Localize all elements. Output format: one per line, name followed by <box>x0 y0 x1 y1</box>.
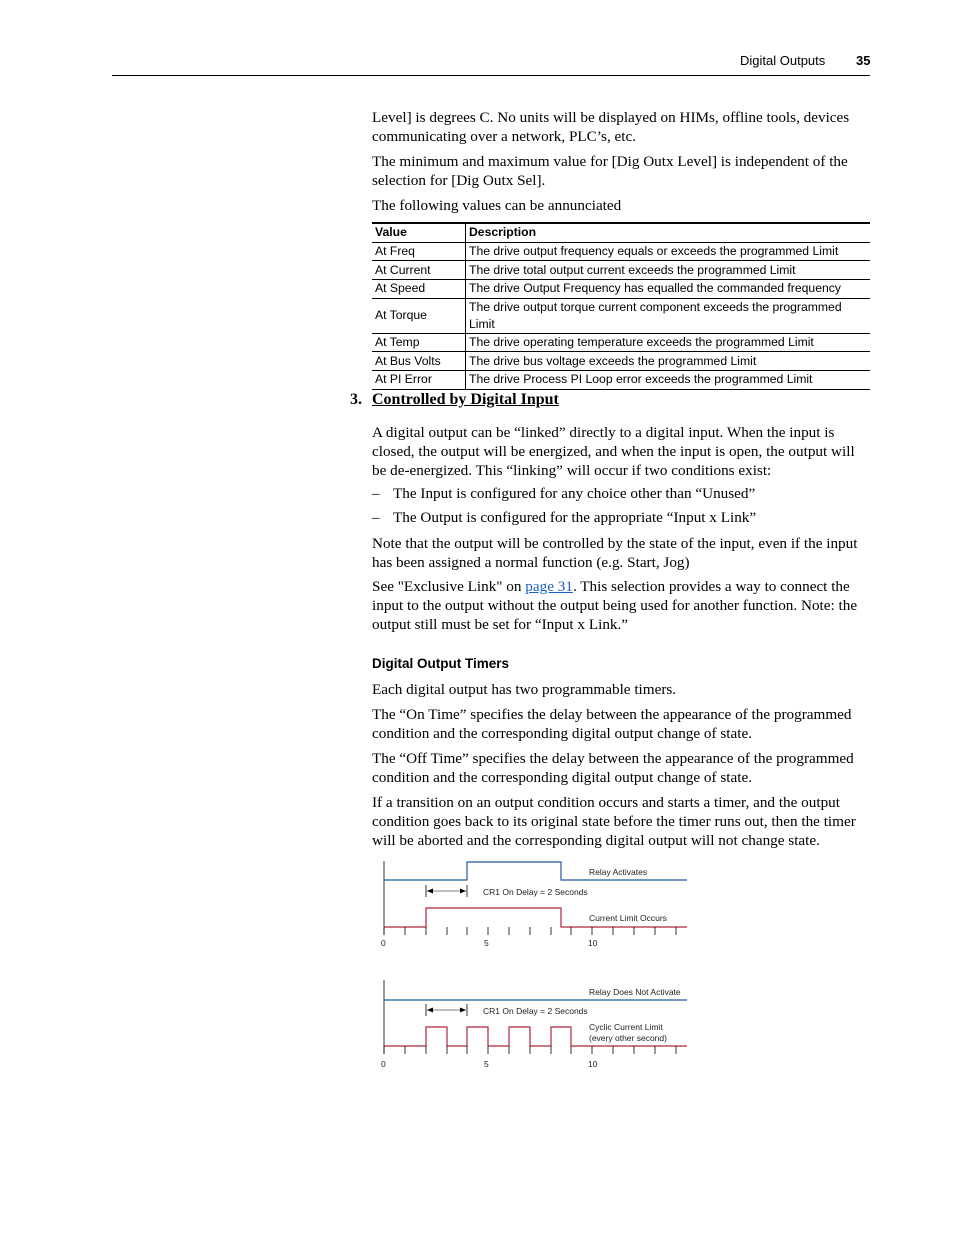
table-cell-description: The drive output torque current component exceeds the programmed Limit <box>466 298 871 333</box>
see-text-rest: . This selection provides a way to connect the input to the output without the output being used for another function. Note: the output still must be set for “Input x Link.” <box>372 578 858 633</box>
table-cell-value: At Bus Volts <box>372 352 466 371</box>
timers-paragraph-2: The “On Time” specifies the delay between the appearance of the programmed condition and the corresponding digital output change of state. <box>372 706 852 742</box>
timers-heading: Digital Output Timers <box>372 656 510 671</box>
table-row <box>372 280 870 299</box>
relay-not-activate-label: Relay Does Not Activate <box>589 987 681 997</box>
intro-block <box>372 108 870 221</box>
table-row <box>372 333 870 352</box>
table-row <box>372 298 870 333</box>
timers-paragraph-3: The “Off Time” specifies the delay between the appearance of the programmed condition and the corresponding digital output change of state. <box>372 750 854 786</box>
table-cell-description: The drive bus voltage exceeds the programmed Limit <box>466 352 871 371</box>
intro-paragraph-1: Level] is degrees C. No units will be displayed on HIMs, offline tools, devices communicating over a network, PLC’s, etc. <box>372 109 850 145</box>
axis-label-5: 5 <box>484 1059 489 1069</box>
table-header-value: Value <box>372 223 466 242</box>
timers-paragraph-1: Each digital output has two programmable timers. <box>372 681 677 698</box>
intro-paragraph-3: The following values can be annunciated <box>372 197 622 214</box>
cyclic-current-sublabel: (every other second) <box>589 1033 667 1043</box>
section-title: Controlled by Digital Input <box>372 391 559 408</box>
bullet-item-1: The Input is configured for any choice other than “Unused” <box>393 485 756 502</box>
table-row <box>372 261 870 280</box>
section-number: 3. <box>350 391 362 408</box>
bullet-mark: – <box>372 509 380 526</box>
time-ticks <box>384 1046 676 1054</box>
table-cell-description: The drive total output current exceeds the programmed Limit <box>466 261 871 280</box>
table-cell-description: The drive operating temperature exceeds the programmed Limit <box>466 333 871 352</box>
section3-paragraph-1: A digital output can be “linked” directly to a digital input. When the input is closed, the output will be energized, and when the input is open, the output will be de-energized. This “linking” will occur if two conditions exist: <box>372 424 855 479</box>
arrow-left-icon <box>427 1008 433 1013</box>
table-cell-value: At Speed <box>372 280 466 299</box>
timers-paragraph-4: If a transition on an output condition occurs and starts a timer, and the output condition goes back to its original state before the timer runs out, then the timer will be aborted and the corresponding digital output will not change state. <box>372 794 856 849</box>
values-table <box>372 222 870 390</box>
cyclic-current-label: Cyclic Current Limit <box>589 1022 663 1032</box>
arrow-left-icon <box>427 889 433 894</box>
intro-paragraph-2: The minimum and maximum value for [Dig Outx Level] is independent of the selection for [Dig Outx Sel]. <box>372 153 848 189</box>
table-row <box>372 242 870 261</box>
table-cell-value: At Current <box>372 261 466 280</box>
page-number: 35 <box>856 53 871 68</box>
axis-label-10: 10 <box>588 1059 598 1069</box>
table-row <box>372 352 870 371</box>
axis-label-10: 10 <box>588 938 598 948</box>
axis-label-0: 0 <box>381 938 386 948</box>
arrow-right-icon <box>460 889 466 894</box>
table-cell-description: The drive Output Frequency has equalled the commanded frequency <box>466 280 871 299</box>
table-row <box>372 371 870 390</box>
relay-activates-diagram <box>370 855 700 955</box>
table-cell-description: The drive Process PI Loop error exceeds the programmed Limit <box>466 371 871 390</box>
relay-activates-label: Relay Activates <box>589 867 648 877</box>
delay-label: CR1 On Delay = 2 Seconds <box>483 887 588 897</box>
page-31-link[interactable]: page 31 <box>525 578 573 595</box>
section3-paragraph-2: Note that the output will be controlled by the state of the input, even if the input has been assigned a normal function (e.g. Start, Jog) <box>372 535 858 571</box>
bullet-mark: – <box>372 485 380 502</box>
bullet-item-2: The Output is configured for the appropriate “Input x Link” <box>393 509 757 526</box>
table-cell-value: At PI Error <box>372 371 466 390</box>
timers-block <box>372 680 870 856</box>
arrow-right-icon <box>460 1008 466 1013</box>
time-ticks <box>384 927 676 935</box>
section3-paragraph-3 <box>372 577 870 634</box>
page-header <box>0 53 954 73</box>
axis-label-5: 5 <box>484 938 489 948</box>
table-cell-value: At Freq <box>372 242 466 261</box>
table-header-description: Description <box>466 223 871 242</box>
table-cell-value: At Temp <box>372 333 466 352</box>
header-rule <box>112 75 870 76</box>
axis-label-0: 0 <box>381 1059 386 1069</box>
table-cell-description: The drive output frequency equals or exceeds the programmed Limit <box>466 242 871 261</box>
table-cell-value: At Torque <box>372 298 466 333</box>
header-section-title: Digital Outputs <box>740 53 826 68</box>
table-header-row <box>372 223 870 242</box>
delay-label: CR1 On Delay = 2 Seconds <box>483 1006 588 1016</box>
see-text: See "Exclusive Link" on <box>372 578 526 595</box>
current-limit-label: Current Limit Occurs <box>589 913 667 923</box>
relay-not-activate-diagram <box>370 975 700 1075</box>
